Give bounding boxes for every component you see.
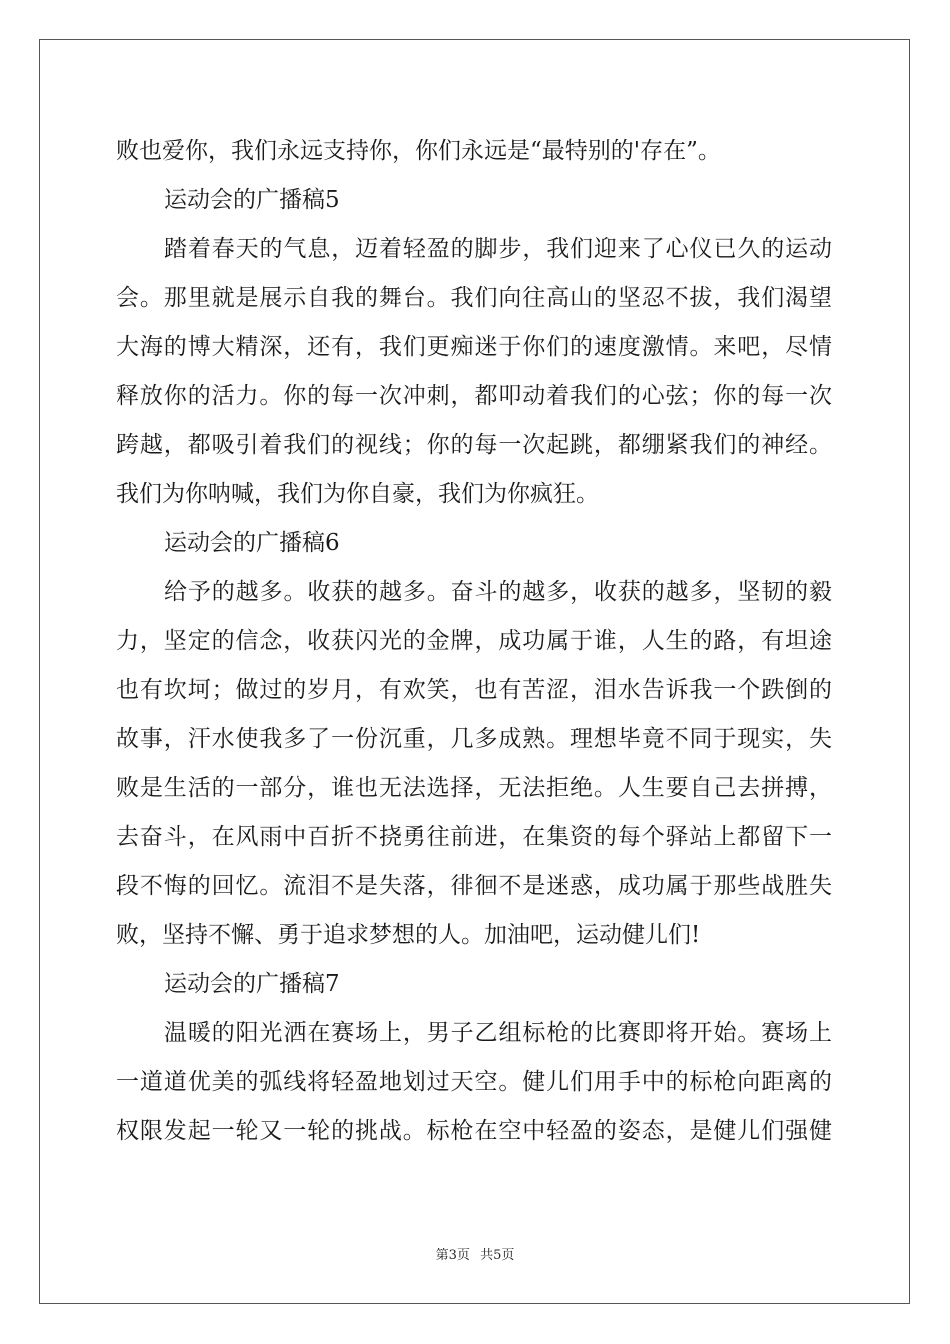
text-line: 踏着春天的气息，迈着轻盈的脚步，我们迎来了心仪已久的运动 [164,236,832,262]
text-line: 给予的越多。收获的越多。奋斗的越多，收获的越多，坚韧的毅 [164,579,832,605]
text-line: 温暖的阳光洒在赛场上，男子乙组标枪的比赛即将开始。赛场上 [164,1020,832,1046]
text-line: 故事，汗水使我多了一份沉重，几多成熟。理想毕竟不同于现实，失 [116,726,832,752]
text-line: 我们为你呐喊，我们为你自豪，我们为你疯狂。 [116,481,599,507]
page-footer [0,1246,950,1266]
page-total: 共5页 [480,1248,515,1263]
text-line: 败，坚持不懈、勇于追求梦想的人。加油吧，运动健儿们! [116,922,701,948]
text-line: 释放你的活力。你的每一次冲刺，都叩动着我们的心弦；你的每一次 [116,383,832,409]
page-number: 第3页 [435,1248,470,1263]
text-line: 段不悔的回忆。流泪不是失落，徘徊不是迷惑，成功属于那些战胜失 [116,873,832,899]
text-line: 也有坎坷；做过的岁月，有欢笑，也有苦涩，泪水告诉我一个跌倒的 [116,677,832,703]
section-heading: 运动会的广播稿7 [164,971,340,997]
text-line: 会。那里就是展示自我的舞台。我们向往高山的坚忍不拔，我们渴望 [116,285,832,311]
text-line: 跨越，都吸引着我们的视线；你的每一次起跳，都绷紧我们的神经。 [116,432,832,458]
section-heading: 运动会的广播稿5 [164,187,340,213]
section-heading: 运动会的广播稿6 [164,530,340,556]
text-line: 去奋斗，在风雨中百折不挠勇往前进，在集资的每个驿站上都留下一 [116,824,832,850]
text-line: 败是生活的一部分，谁也无法选择，无法拒绝。人生要自己去拼搏， [116,775,832,801]
text-line: 权限发起一轮又一轮的挑战。标枪在空中轻盈的姿态，是健儿们强健 [116,1118,832,1144]
text-line: 力，坚定的信念，收获闪光的金牌，成功属于谁，人生的路，有坦途 [116,628,832,654]
text-line: 败也爱你，我们永远支持你，你们永远是“最特别的'存在”。 [116,138,721,164]
text-line: 大海的博大精深，还有，我们更痴迷于你们的速度激情。来吧，尽情 [116,334,832,360]
text-line: 一道道优美的弧线将轻盈地划过天空。健儿们用手中的标枪向距离的 [116,1069,832,1095]
document-body [116,127,832,1156]
